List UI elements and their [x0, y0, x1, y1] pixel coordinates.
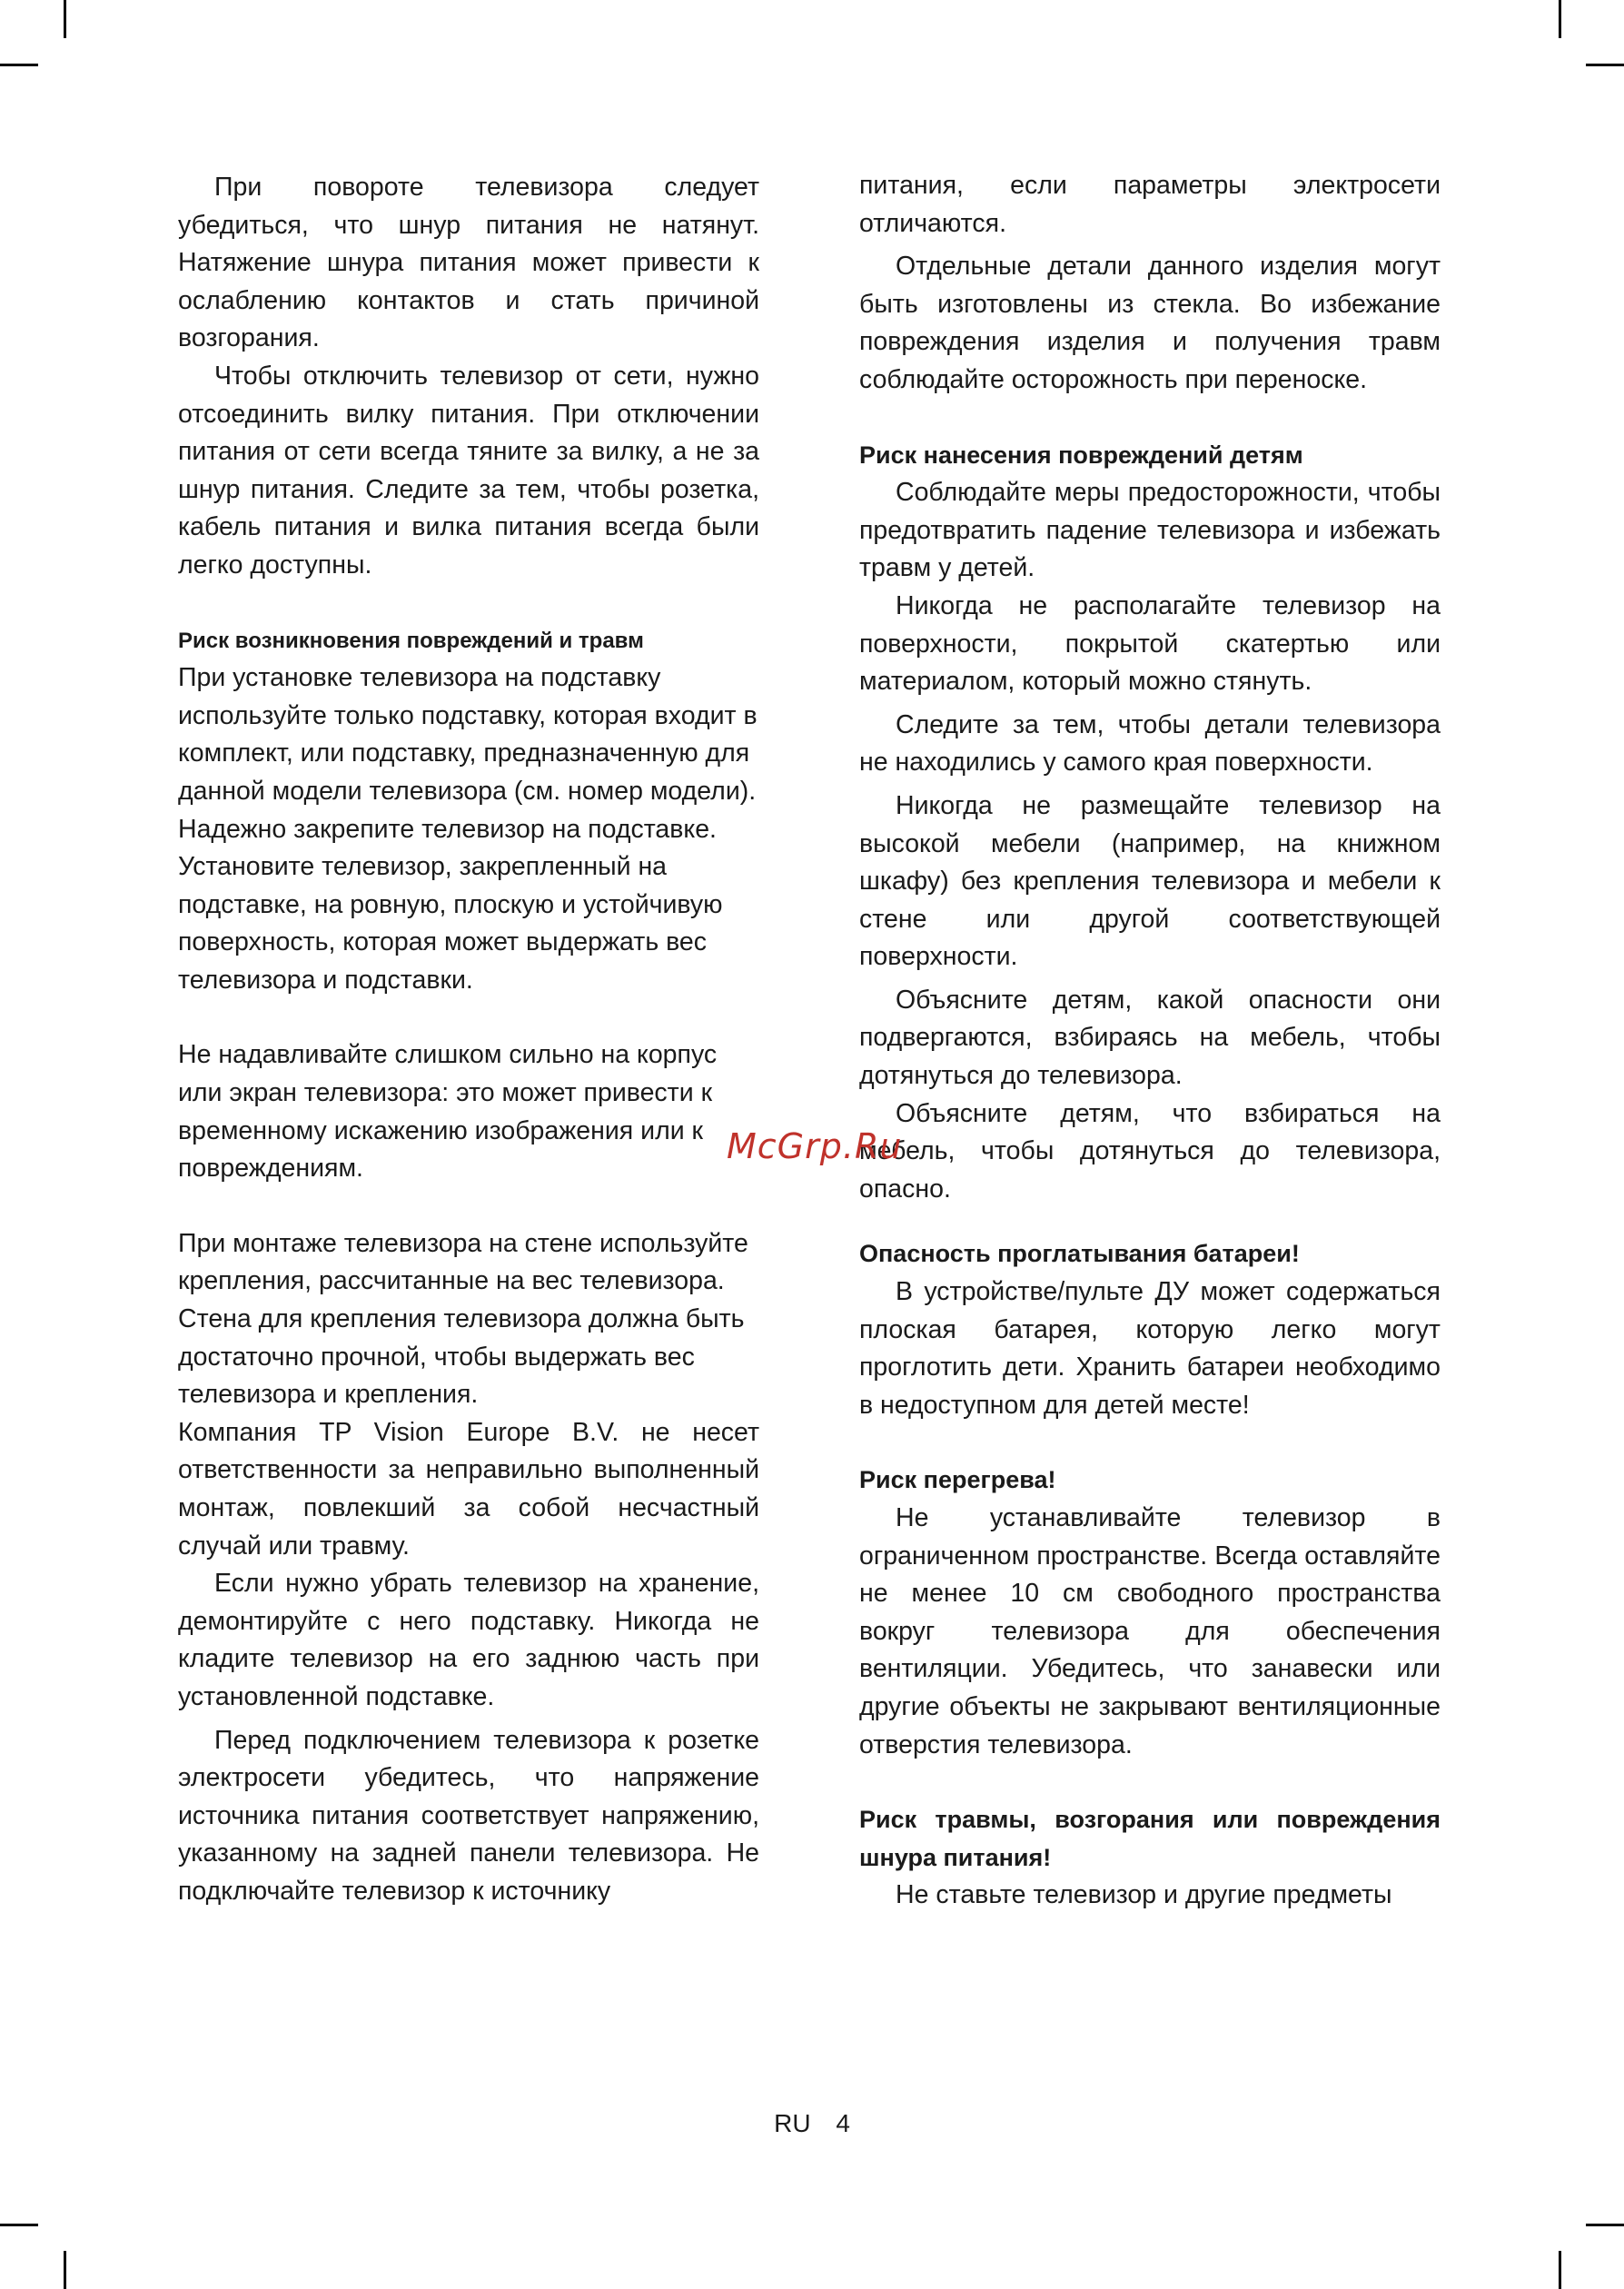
paragraph: В устройстве/пульте ДУ может содержаться плоская батарея, которую легко могут проглотить дети. Хранить батареи необходимо в недоступном для детей месте!: [859, 1277, 1441, 1420]
page-number: 4: [836, 2109, 850, 2137]
crop-mark: [1559, 0, 1561, 38]
paragraph: Компания TP Vision Europe B.V. не несет ответственности за неправильно выполненный монтаж, повлекший за собой несчастный случай или травму.: [178, 1417, 759, 1561]
crop-mark: [1586, 64, 1624, 66]
paragraph: Если нужно убрать телевизор на хранение, демонтируйте с него подставку. Никогда не кладите телевизор на его заднюю часть при установленной подставке.: [178, 1569, 759, 1711]
left-column: [178, 169, 759, 1911]
crop-mark: [64, 2251, 66, 2289]
crop-mark: [0, 2224, 38, 2226]
paragraph: Перед подключением телевизора к розетке электросети убедитесь, что напряжение источника питания соответствует напряжению, указанному на задней панели телевизора. Не подключайте телевизор к источнику: [178, 1725, 759, 1906]
paragraph: Объясните детям, что взбираться на мебель, чтобы дотянуться до телевизора, опасно.: [859, 1098, 1441, 1204]
paragraph: Никогда не размещайте телевизор на высокой мебели (например, на книжном шкафу) без крепления телевизора и мебели к стене или другой соответствующей поверхности.: [859, 790, 1441, 972]
paragraph: Никогда не располагайте телевизор на поверхности, покрытой скатертью или материалом, который можно стянуть.: [859, 590, 1441, 697]
crop-mark: [64, 0, 66, 38]
paragraph: При монтаже телевизора на стене используйте крепления, рассчитанные на вес телевизора. Стена для крепления телевизора должна быть достаточно прочной, чтобы выдержать вес телевизора и крепления.: [178, 1228, 748, 1410]
crop-mark: [1586, 2224, 1624, 2226]
paragraph: питания, если параметры электросети отличаются.: [859, 171, 1441, 238]
paragraph: Не устанавливайте телевизор в ограниченном пространстве. Всегда оставляйте не менее 10 см свободного пространства вокруг телевизора для обеспечения вентиляции. Убедитесь, что занавески или другие объекты не закрывают вентиляционные отверстия телевизора.: [859, 1503, 1441, 1759]
crop-mark: [0, 64, 38, 66]
watermark: McGrp.Ru: [727, 1126, 903, 1166]
section-heading: Риск перегрева!: [859, 1466, 1056, 1494]
right-column: [859, 167, 1441, 1915]
paragraph: Не ставьте телевизор и другие предметы: [896, 1880, 1392, 1910]
paragraph: При повороте телевизора следует убедиться, что шнур питания не натянут. Натяжение шнура питания может привести к ослаблению контактов и стать причиной возгорания.: [178, 173, 759, 353]
paragraph: Объясните детям, какой опасности они подвергаются, взбираясь на мебель, чтобы дотянуться до телевизора.: [859, 985, 1441, 1091]
paragraph: При установке телевизора на подставку используйте только подставку, которая входит в комплект, или подставку, предназначенную для данной модели телевизора (см. номер модели). Надежно закрепите телевизор на подставке. Установите телевизор, закрепленный на подставке, на ровную, плоскую и устойчивую поверхность, которая может выдержать вес телевизора и подставки.: [178, 663, 758, 995]
paragraph: Чтобы отключить телевизор от сети, нужно отсоединить вилку питания. При отключении питания от сети всегда тяните за вилку, а не за шнур питания. Следите за тем, чтобы розетка, кабель питания и вилка питания всегда были легко доступны.: [178, 361, 759, 580]
section-heading: Риск травмы, возгорания или повреждения шнура питания!: [859, 1806, 1441, 1871]
paragraph: Не надавливайте слишком сильно на корпус или экран телевизора: это может привести к временному искажению изображения или к повреждениям.: [178, 1040, 718, 1184]
language-code: RU: [774, 2109, 811, 2137]
page-footer: [0, 2109, 1624, 2138]
crop-mark: [1559, 2251, 1561, 2289]
paragraph: Следите за тем, чтобы детали телевизора не находились у самого края поверхности.: [859, 709, 1441, 778]
paragraph: Соблюдайте меры предосторожности, чтобы предотвратить падение телевизора и избежать травм у детей.: [859, 478, 1441, 583]
section-heading: Риск возникновения повреждений и травм: [178, 628, 644, 653]
paragraph: Отдельные детали данного изделия могут быть изготовлены из стекла. Во избежание повреждения изделия и получения травм соблюдайте осторожность при переноске.: [859, 252, 1441, 394]
section-heading: Опасность проглатывания батареи!: [859, 1240, 1300, 1268]
section-heading: Риск нанесения повреждений детям: [859, 441, 1303, 469]
